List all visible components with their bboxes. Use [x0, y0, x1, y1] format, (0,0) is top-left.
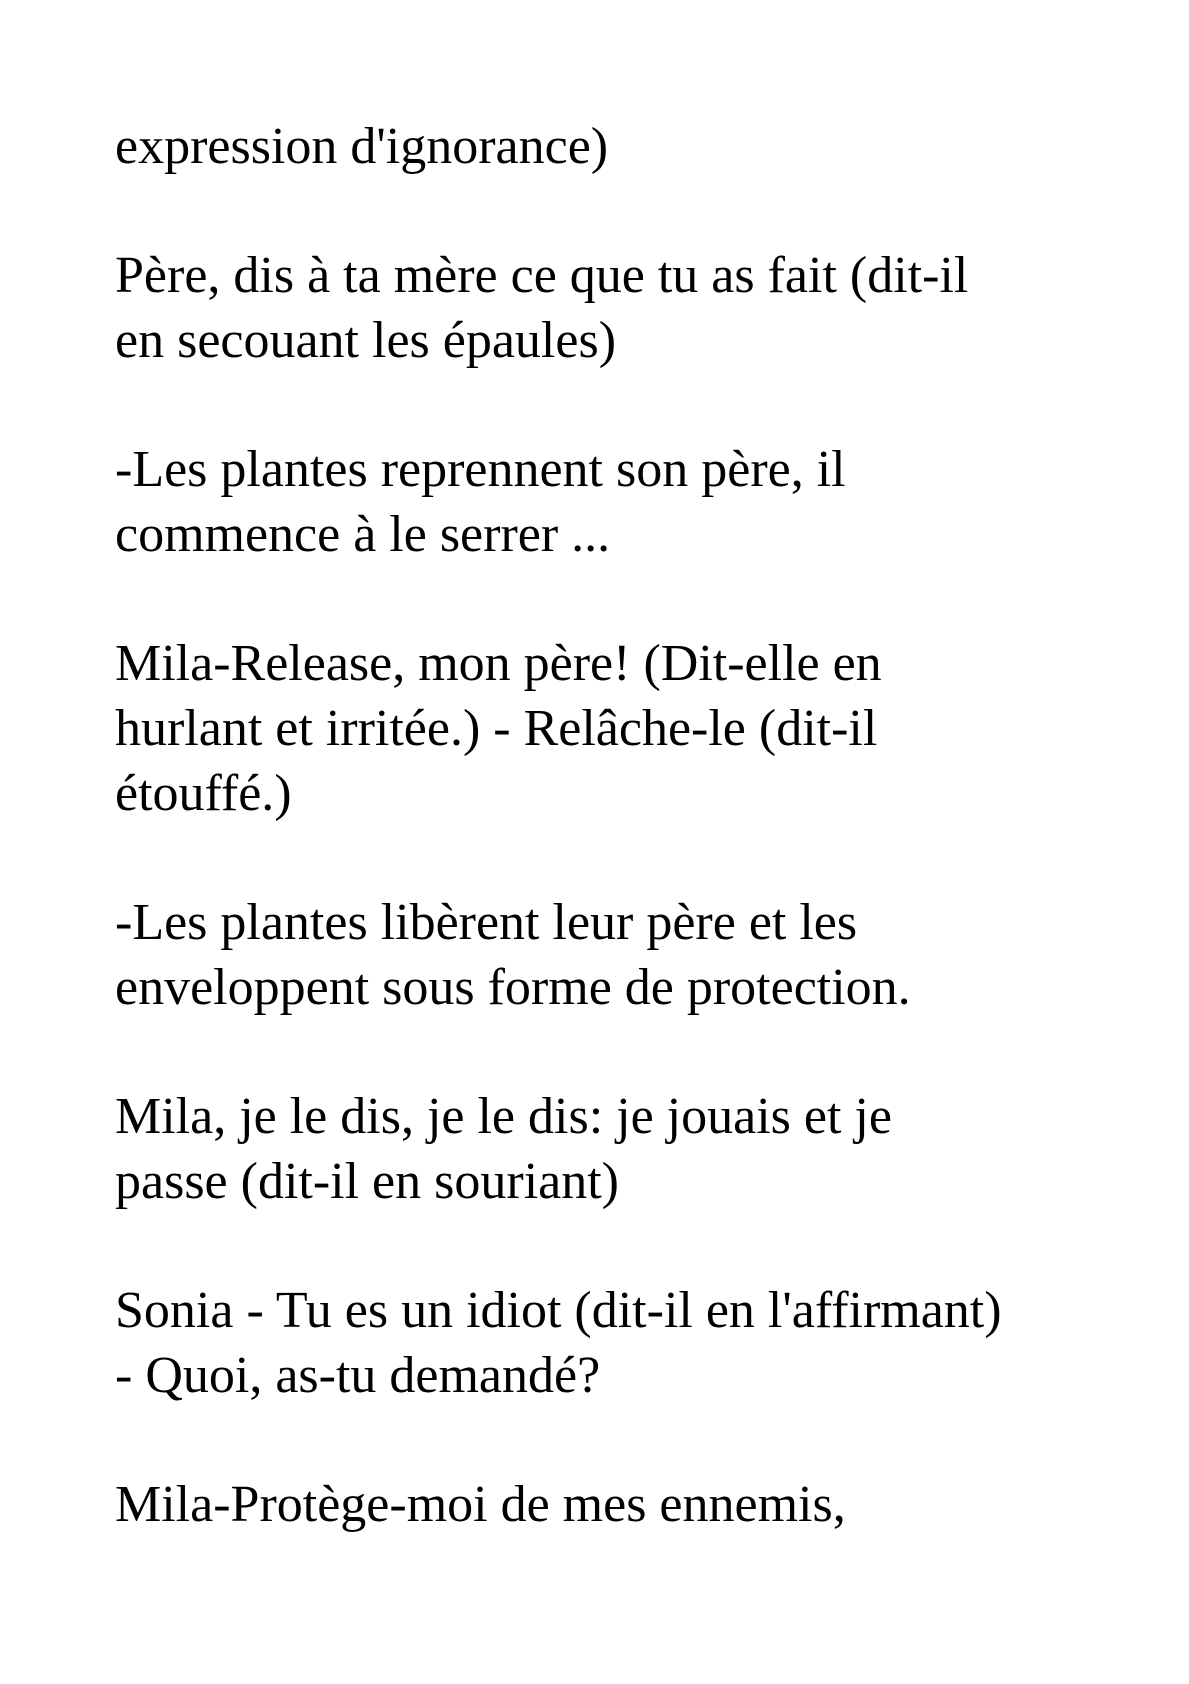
- text-line: Sonia - Tu es un idiot (dit-il en l'affirmant): [115, 1282, 1002, 1339]
- text-line: Mila, je le dis, je le dis: je jouais et je: [115, 1088, 892, 1145]
- text-line: Père, dis à ta mère ce que tu as fait (dit-il: [115, 247, 969, 304]
- paragraph-7: [115, 1278, 1115, 1408]
- paragraph-6: [115, 1084, 1115, 1214]
- text-line: -Les plantes reprennent son père, il: [115, 441, 846, 498]
- paragraph-5: [115, 890, 1115, 1020]
- paragraph-3: [115, 437, 1115, 567]
- text-line: Mila-Release, mon père! (Dit-elle en: [115, 635, 882, 692]
- paragraph-1: [115, 114, 1115, 179]
- text-line: expression d'ignorance): [115, 118, 609, 175]
- paragraph-4: [115, 631, 1115, 826]
- document-body: [115, 114, 1115, 1601]
- text-line: - Quoi, as-tu demandé?: [115, 1347, 601, 1404]
- text-line: enveloppent sous forme de protection.: [115, 959, 911, 1016]
- text-line: étouffé.): [115, 765, 292, 822]
- text-line: Mila-Protège-moi de mes ennemis,: [115, 1476, 846, 1533]
- text-line: -Les plantes libèrent leur père et les: [115, 894, 858, 951]
- text-line: passe (dit-il en souriant): [115, 1153, 619, 1210]
- paragraph-8: [115, 1472, 1115, 1537]
- text-line: commence à le serrer ...: [115, 506, 611, 563]
- text-line: hurlant et irritée.) - Relâche-le (dit-il: [115, 700, 878, 757]
- paragraph-2: [115, 243, 1115, 373]
- text-line: en secouant les épaules): [115, 312, 617, 369]
